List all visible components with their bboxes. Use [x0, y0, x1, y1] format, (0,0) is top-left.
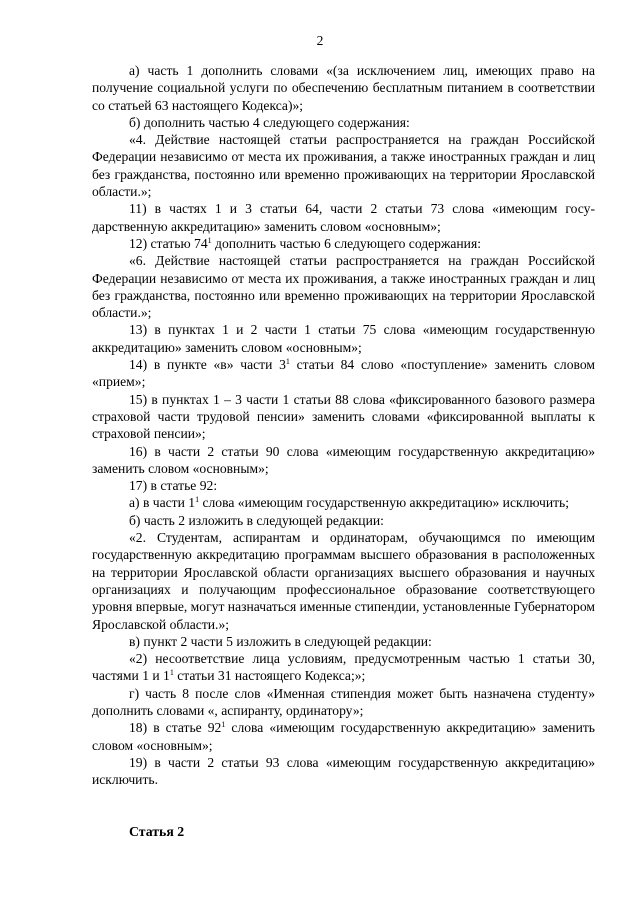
paragraph [92, 200, 595, 235]
paragraph-text: в) пункт 2 части 5 изложить в следующей редакции: [129, 633, 432, 649]
superscript-index: 1 [195, 495, 200, 505]
paragraph [92, 685, 595, 720]
article-heading: Статья 2 [129, 824, 185, 839]
paragraph-text: 13) в пунктах 1 и 2 части 1 статьи 75 слова «имеющим государственную аккредитацию» заменить словом «основным»; [92, 322, 595, 355]
paragraph [92, 443, 595, 478]
paragraph-text: 14) в пункте «в» части 3 [129, 357, 286, 373]
paragraph-text: «2) несоответствие лица условиям, предусмотренным частью 1 статьи 30, частями 1 и 1 [92, 651, 595, 684]
paragraph-text: 15) в пунктах 1 – 3 части 1 статьи 88 слова «фиксированного базового размера страховой части трудовой пенсии» заменить словами «фиксированной выплаты к страховой пенсии»; [92, 391, 595, 442]
paragraph-text: «2. Студентам, аспирантам и ординаторам, обучающимся по имеющим государственную аккредитацию программам высшего образования в расположенных на территории Ярославской области организациях высшего образования и научных организациях и получающим профессиональное образование соответствующего уровня впервые, могут назначаться именные стипендии, установленные Губернатором Ярославской области.»; [92, 530, 595, 632]
paragraph-text: а) часть 1 дополнить словами «(за исключением лиц, имеющих право на получение социальной услуги по обеспечению бесплатным питанием в соответствии со статьей 63 настоящего Кодекса)»; [92, 63, 595, 113]
paragraph [92, 633, 595, 650]
paragraph-text: б) часть 2 изложить в следующей редакции: [129, 512, 384, 528]
paragraph-text: «6. Действие настоящей статьи распространяется на граждан Российской Федерации независимо от места их проживания, а также иностранных граждан и лиц без гражданства, постоянно или временно проживающих на территории Ярославской области.»; [92, 253, 595, 321]
paragraph [92, 321, 595, 356]
paragraph [92, 391, 595, 443]
paragraph [92, 131, 595, 200]
paragraph [92, 512, 595, 529]
paragraph-text: слова «имеющим государственную аккредитацию» исключить; [199, 495, 570, 511]
paragraph-text: 12) статью 74 [129, 235, 208, 251]
paragraph [92, 114, 595, 131]
superscript-index: 1 [221, 720, 226, 730]
paragraph-text: статьи 84 слово «поступление» заменить словом «прием»; [92, 357, 595, 390]
paragraph-text: слова «имеющим государственную аккредитацию» заменить словом «основным»; [92, 720, 595, 753]
paragraph [92, 494, 595, 511]
paragraph [92, 529, 595, 633]
paragraph [92, 754, 595, 789]
superscript-index: 1 [169, 668, 174, 678]
superscript-index: 1 [285, 357, 290, 367]
paragraph [92, 477, 595, 494]
page-number: 2 [316, 33, 324, 48]
paragraph-text: 17) в статье 92: [129, 478, 218, 494]
document-body [92, 62, 595, 788]
paragraph-text: б) дополнить частью 4 следующего содержания: [129, 114, 410, 130]
paragraph-text: «4. Действие настоящей статьи распространяется на граждан Российской Федерации независимо от места их проживания, а также иностранных граждан и лиц без гражданства, постоянно или временно проживающих на территории Ярославской области.»; [92, 132, 595, 200]
paragraph [92, 252, 595, 321]
paragraph-text: дополнить частью 6 следующего содержания: [211, 235, 481, 251]
paragraph-text: 16) в части 2 статьи 90 слова «имеющим государственную аккредитацию» заменить словом «основным»; [92, 443, 595, 476]
paragraph [92, 650, 595, 685]
paragraph [92, 235, 595, 252]
superscript-index: 1 [207, 235, 212, 245]
paragraph-text: 19) в части 2 статьи 93 слова «имеющим государственную аккредитацию» исключить. [92, 754, 595, 788]
paragraph-text: а) в части 1 [129, 495, 196, 511]
paragraph [92, 719, 595, 754]
paragraph-text: статьи 31 настоящего Кодекса;»; [173, 668, 366, 684]
paragraph [92, 62, 595, 114]
paragraph-text: г) часть 8 после слов «Именная стипендия может быть назначена студенту» дополнить словами «, аспиранту, ординатору»; [92, 685, 595, 718]
paragraph-text: 11) в частях 1 и 3 статьи 64, части 2 статьи 73 слова «имеющим государственную аккредитацию» заменить словом «основным»; [92, 201, 595, 234]
paragraph [92, 356, 595, 391]
paragraph-text: 18) в статье 92 [129, 720, 222, 736]
